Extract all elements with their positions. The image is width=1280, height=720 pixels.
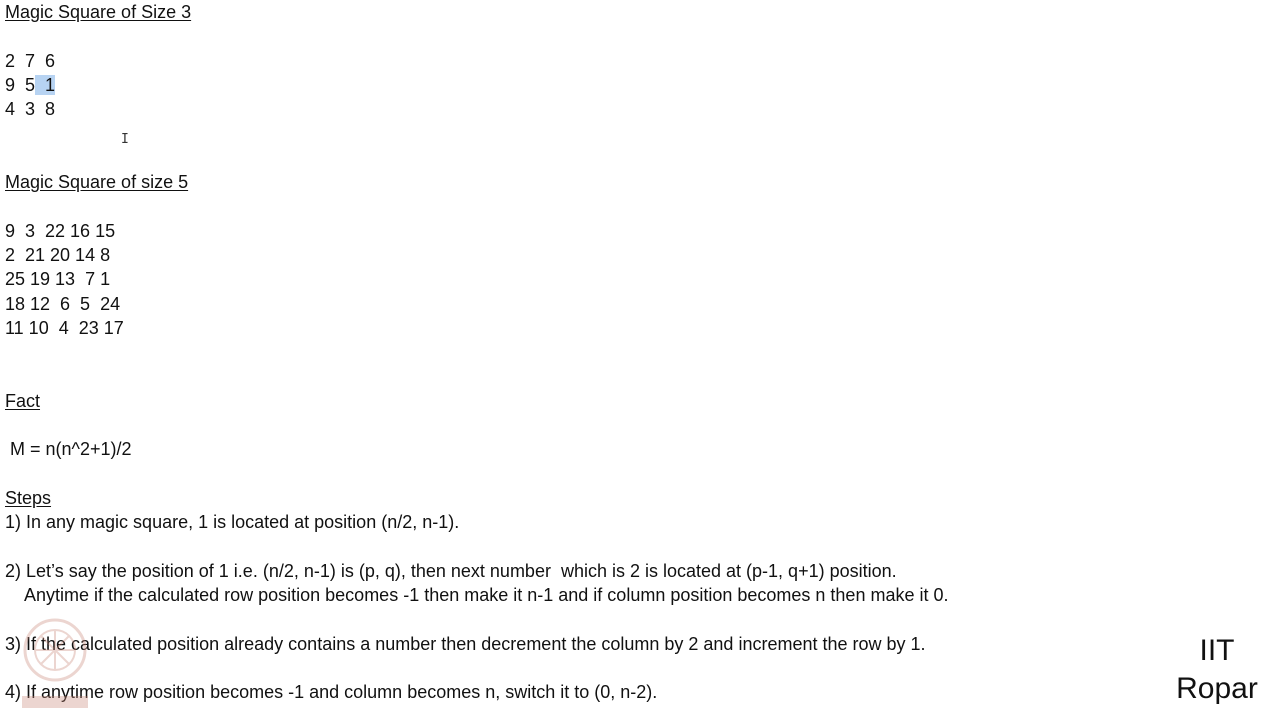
magic5-row-5: 11 10 4 23 17 <box>5 317 124 338</box>
spacer <box>5 24 1155 48</box>
fact-formula: M = n(n^2+1)/2 <box>5 439 132 460</box>
iit-ropar-logo <box>1167 632 1267 708</box>
spacer <box>5 462 1155 486</box>
fact-title: Fact <box>5 390 41 411</box>
magic3-row-2 <box>5 73 1155 97</box>
step-1: 1) In any magic square, 1 is located at position (n/2, n-1). <box>5 512 460 533</box>
magic5-title: Magic Square of size 5 <box>5 172 189 193</box>
magic5-row-1: 9 3 22 16 15 <box>5 220 116 241</box>
spacer <box>5 121 1155 145</box>
spacer <box>5 364 1155 388</box>
magic5-row-3: 25 19 13 7 1 <box>5 269 111 290</box>
spacer <box>5 146 1155 170</box>
spacer <box>5 535 1155 559</box>
magic3-row-2-text: 9 5 <box>5 74 36 95</box>
step-3: 3) If the calculated position already contains a number then decrement the column by 2 and increment the row by 1. <box>5 633 926 654</box>
magic5-row-2: 2 21 20 14 8 <box>5 244 111 265</box>
text-cursor-icon: I <box>121 132 129 147</box>
logo-line-1: IIT <box>1199 634 1235 667</box>
magic3-row-1: 2 7 6 <box>5 50 56 71</box>
spacer <box>5 607 1155 631</box>
text-selection[interactable]: 1 <box>35 74 56 95</box>
magic3-title: Magic Square of Size 3 <box>5 2 192 22</box>
magic3-row-3: 4 3 8 <box>5 99 56 120</box>
spacer <box>5 340 1155 364</box>
spacer <box>5 413 1155 437</box>
spacer <box>5 194 1155 218</box>
step-2: 2) Let’s say the position of 1 i.e. (n/2, n-1) is (p, q), then next number which is 2 is located at (p-1, q+1) position. <box>5 560 897 581</box>
nptel-logo-icon <box>18 614 92 714</box>
spacer <box>5 656 1155 680</box>
document-body <box>5 0 1155 705</box>
step-4: 4) If anytime row position becomes -1 and column becomes n, switch it to (0, n-2). <box>5 682 658 703</box>
step-2-continued: Anytime if the calculated row position becomes -1 then make it n-1 and if column position becomes n then make it 0. <box>5 585 949 606</box>
logo-line-2: Ropar <box>1176 672 1258 705</box>
magic5-row-4: 18 12 6 5 24 <box>5 293 121 314</box>
steps-title: Steps <box>5 487 52 508</box>
